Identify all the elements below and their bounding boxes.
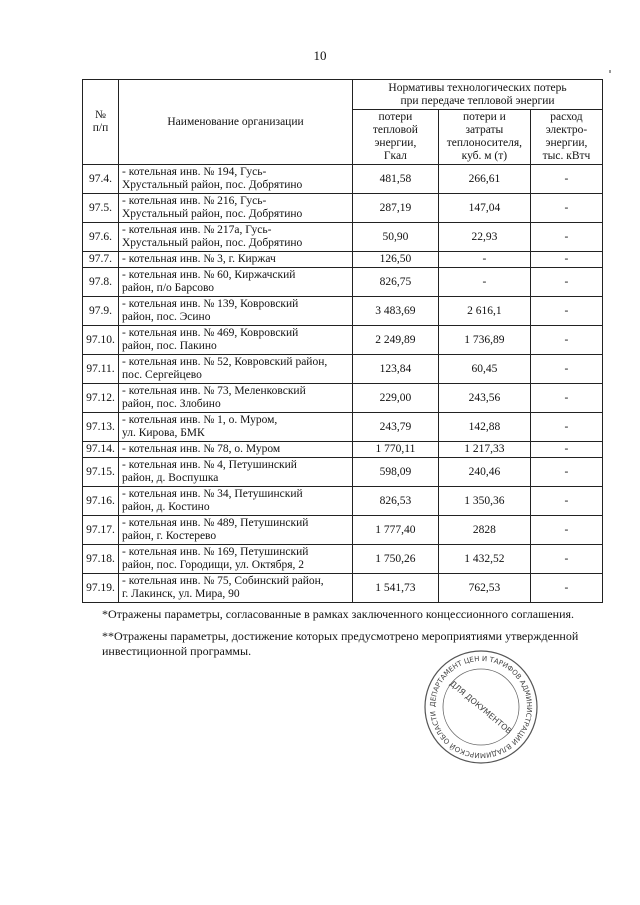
organization-name: - котельная инв. № 34, Петушинский район, д. Костино <box>119 487 353 516</box>
power-value: - <box>530 252 602 268</box>
carrier-loss-value: 22,93 <box>438 223 530 252</box>
carrier-loss-value: - <box>438 252 530 268</box>
row-number: 97.4. <box>83 165 119 194</box>
heat-loss-value: 598,09 <box>353 458 439 487</box>
organization-name: - котельная инв. № 469, Ковровский район, пос. Пакино <box>119 326 353 355</box>
footnote-concession: *Отражены параметры, согласованные в рамках заключенного концессионного соглашения. <box>102 607 575 621</box>
carrier-loss-value: 142,88 <box>438 413 530 442</box>
heat-loss-value: 123,84 <box>353 355 439 384</box>
stamp-center-text: ДЛЯ ДОКУМЕНТОВ <box>447 678 514 736</box>
header-org: Наименование организации <box>119 80 353 165</box>
organization-name: - котельная инв. № 169, Петушинский район, пос. Городищи, ул. Октября, 2 <box>119 545 353 574</box>
header-num: № п/п <box>83 80 119 165</box>
heat-loss-value: 3 483,69 <box>353 297 439 326</box>
carrier-loss-value: 60,45 <box>438 355 530 384</box>
table-row <box>83 194 603 223</box>
row-number: 97.11. <box>83 355 119 384</box>
heat-loss-value: 1 777,40 <box>353 516 439 545</box>
organization-name: - котельная инв. № 217а, Гусь- Хрустальный район, пос. Добрятино <box>119 223 353 252</box>
carrier-loss-value: 266,61 <box>438 165 530 194</box>
carrier-loss-value: 2 616,1 <box>438 297 530 326</box>
table-row <box>83 574 603 603</box>
power-value: - <box>530 413 602 442</box>
heat-loss-value: 481,58 <box>353 165 439 194</box>
heat-loss-value: 826,75 <box>353 268 439 297</box>
power-value: - <box>530 223 602 252</box>
power-value: - <box>530 268 602 297</box>
row-number: 97.18. <box>83 545 119 574</box>
organization-name: - котельная инв. № 4, Петушинский район, д. Воспушка <box>119 458 353 487</box>
heat-loss-value: 1 541,73 <box>353 574 439 603</box>
power-value: - <box>530 326 602 355</box>
heat-loss-value: 287,19 <box>353 194 439 223</box>
organization-name: - котельная инв. № 489, Петушинский район, г. Костерево <box>119 516 353 545</box>
heat-loss-value: 1 770,11 <box>353 442 439 458</box>
stamp-ring-text: ДЕПАРТАМЕНТ ЦЕН И ТАРИФОВ АДМИНИСТРАЦИИ ВЛАДИМИРСКОЙ ОБЛАСТИ <box>428 654 534 760</box>
organization-name: - котельная инв. № 3, г. Киржач <box>119 252 353 268</box>
heat-loss-value: 826,53 <box>353 487 439 516</box>
carrier-loss-value: 243,56 <box>438 384 530 413</box>
header-power: расход электро- энергии, тыс. кВтч <box>530 110 602 165</box>
heat-loss-value: 126,50 <box>353 252 439 268</box>
carrier-loss-value: 2828 <box>438 516 530 545</box>
table-row <box>83 326 603 355</box>
table-row <box>83 516 603 545</box>
table-row <box>83 442 603 458</box>
heat-loss-value: 229,00 <box>353 384 439 413</box>
power-value: - <box>530 458 602 487</box>
organization-name: - котельная инв. № 52, Ковровский район, пос. Сергейцево <box>119 355 353 384</box>
power-value: - <box>530 355 602 384</box>
table-row <box>83 268 603 297</box>
table-row <box>83 413 603 442</box>
header-carrier-loss: потери и затраты теплоносителя, куб. м (т) <box>438 110 530 165</box>
power-value: - <box>530 165 602 194</box>
row-number: 97.14. <box>83 442 119 458</box>
table-header <box>83 80 603 165</box>
row-number: 97.9. <box>83 297 119 326</box>
row-number: 97.17. <box>83 516 119 545</box>
carrier-loss-value: 1 350,36 <box>438 487 530 516</box>
table-row <box>83 545 603 574</box>
margin-mark <box>609 70 611 73</box>
power-value: - <box>530 194 602 223</box>
organization-name: - котельная инв. № 60, Киржачский район, п/о Барсово <box>119 268 353 297</box>
organization-name: - котельная инв. № 75, Собинский район, г. Лакинск, ул. Мира, 90 <box>119 574 353 603</box>
organization-name: - котельная инв. № 1, о. Муром, ул. Кирова, БМК <box>119 413 353 442</box>
row-number: 97.5. <box>83 194 119 223</box>
carrier-loss-value: 1 736,89 <box>438 326 530 355</box>
row-number: 97.19. <box>83 574 119 603</box>
power-value: - <box>530 297 602 326</box>
page-number: 10 <box>313 48 327 63</box>
row-number: 97.6. <box>83 223 119 252</box>
organization-name: - котельная инв. № 216, Гусь- Хрустальный район, пос. Добрятино <box>119 194 353 223</box>
table-row <box>83 223 603 252</box>
carrier-loss-value: 147,04 <box>438 194 530 223</box>
carrier-loss-value: 1 432,52 <box>438 545 530 574</box>
row-number: 97.13. <box>83 413 119 442</box>
table-row <box>83 165 603 194</box>
carrier-loss-value: 240,46 <box>438 458 530 487</box>
heat-loss-value: 50,90 <box>353 223 439 252</box>
footnote-investment: **Отражены параметры, достижение которых предусмотрено мероприятиями утвержденной инвестиционной программы. <box>102 629 579 658</box>
organization-name: - котельная инв. № 194, Гусь- Хрустальный район, пос. Добрятино <box>119 165 353 194</box>
table-row <box>83 355 603 384</box>
row-number: 97.16. <box>83 487 119 516</box>
table-row <box>83 252 603 268</box>
row-number: 97.10. <box>83 326 119 355</box>
organization-name: - котельная инв. № 73, Меленковский район, пос. Злобино <box>119 384 353 413</box>
organization-name: - котельная инв. № 78, о. Муром <box>119 442 353 458</box>
official-stamp <box>421 647 541 767</box>
norms-table <box>82 79 603 603</box>
table-body <box>83 165 603 603</box>
header-heat-loss: потери тепловой энергии, Гкал <box>353 110 439 165</box>
carrier-loss-value: - <box>438 268 530 297</box>
row-number: 97.12. <box>83 384 119 413</box>
power-value: - <box>530 384 602 413</box>
row-number: 97.7. <box>83 252 119 268</box>
header-group-title: Нормативы технологических потерь при передаче тепловой энергии <box>353 80 603 110</box>
table-row <box>83 384 603 413</box>
power-value: - <box>530 487 602 516</box>
power-value: - <box>530 574 602 603</box>
organization-name: - котельная инв. № 139, Ковровский район, пос. Эсино <box>119 297 353 326</box>
heat-loss-value: 1 750,26 <box>353 545 439 574</box>
power-value: - <box>530 516 602 545</box>
heat-loss-value: 243,79 <box>353 413 439 442</box>
power-value: - <box>530 545 602 574</box>
row-number: 97.15. <box>83 458 119 487</box>
table-row <box>83 458 603 487</box>
carrier-loss-value: 762,53 <box>438 574 530 603</box>
table-row <box>83 487 603 516</box>
carrier-loss-value: 1 217,33 <box>438 442 530 458</box>
table-row <box>83 297 603 326</box>
power-value: - <box>530 442 602 458</box>
heat-loss-value: 2 249,89 <box>353 326 439 355</box>
row-number: 97.8. <box>83 268 119 297</box>
